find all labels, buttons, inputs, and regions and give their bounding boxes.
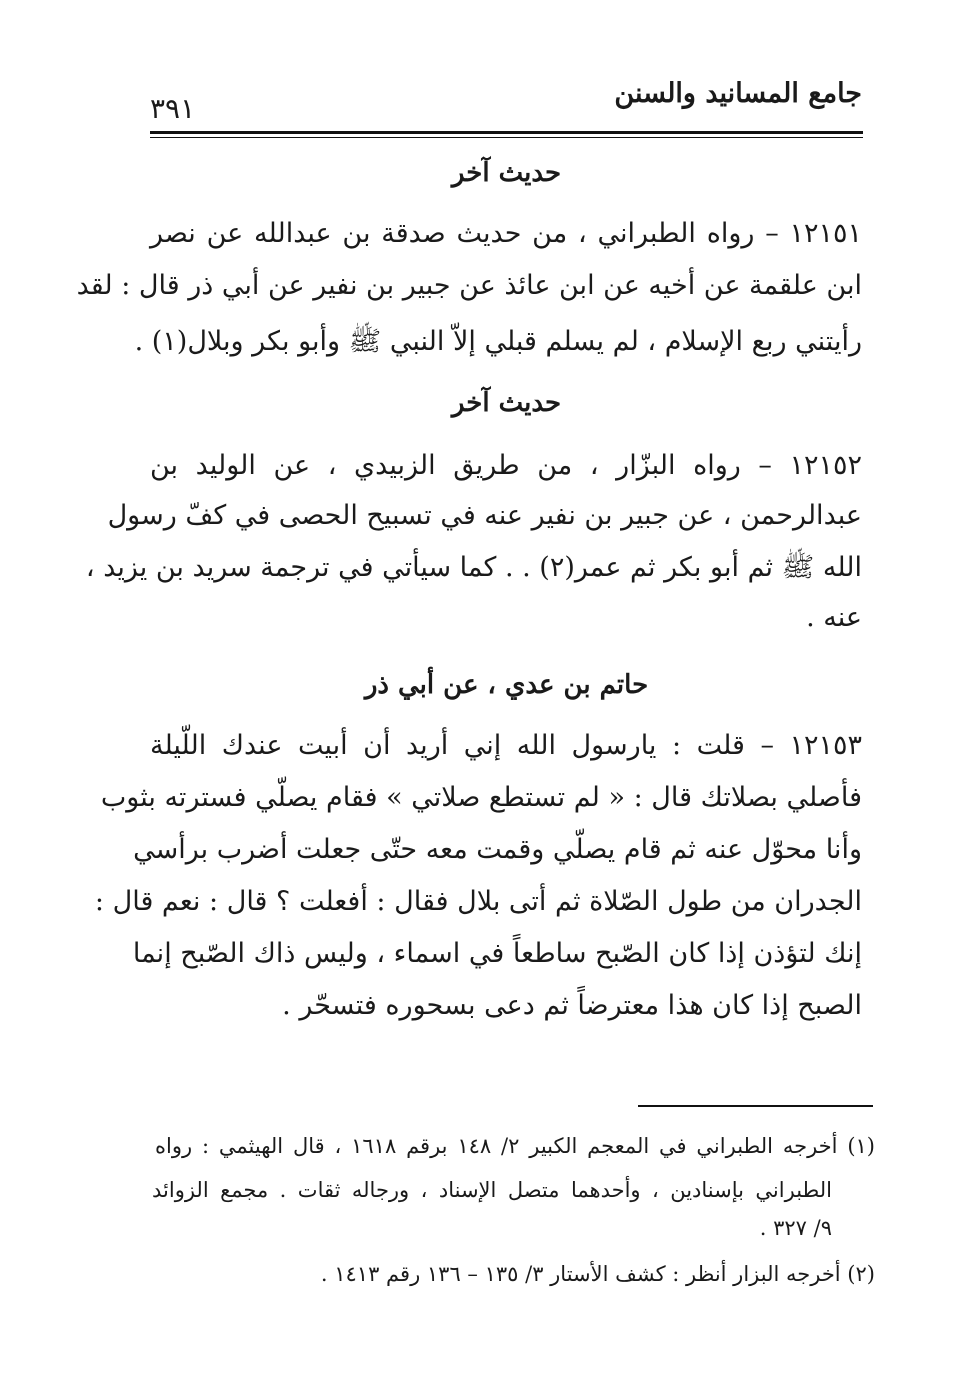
running-header-title: جامع المسانيد والسنن	[614, 78, 862, 109]
hadith-12152-line-4: عنه .	[806, 602, 862, 633]
hadith-12152-line-3: الله ﷺ ثم أبو بكر ثم عمر(٢) . . كما سيأتي في ترجمة سريد بن يزيد ،	[85, 552, 862, 583]
footnote-1-line-3: ٩/ ٣٢٧ .	[759, 1216, 832, 1240]
hadith-12151-line-1: ١٢١٥١ – رواه الطبراني ، من حديث صدقة بن عبدالله عن نصر	[150, 218, 862, 249]
header-rule	[150, 131, 863, 134]
hadith-12153-line-3: وأنا محوّل عنه ثم قام يصلّي وقمت معه حتّى جعلت أضرب برأسي	[133, 834, 862, 865]
footnote-rule	[638, 1105, 873, 1107]
section-heading-1: حديث آخر	[451, 158, 562, 188]
hadith-12151-line-3: رأيتني ربع الإسلام ، لم يسلم قبلي إلاّ النبي ﷺ وأبو بكر وبلال(١) .	[134, 326, 862, 357]
section-heading-3: حاتم بن عدي ، عن أبي ذر	[364, 670, 649, 700]
hadith-12153-line-1: ١٢١٥٣ – قلت : يارسول الله إني أريد أن أبيت عندك اللّيلة	[150, 730, 862, 761]
footnote-1-line-2: الطبراني بإسنادين ، وأحدهما متصل الإسناد ، ورجاله ثقات . مجمع الزوائد	[152, 1178, 832, 1202]
hadith-12153-line-5: إنك لتؤذن إذا كان الصّبح ساطعاً في اسماء ، وليس ذاك الصّبح إنما	[132, 938, 862, 969]
hadith-12153-line-6: الصبح إذا كان هذا معترضاً ثم دعى بسحوره فتسحّر .	[282, 990, 862, 1021]
hadith-12152-line-1: ١٢١٥٢ – رواه البزّار ، من طريق الزبيدي ، عن الوليد بن	[150, 450, 862, 481]
header-rule-thin	[150, 137, 863, 138]
hadith-12153-line-4: الجدران من طول الصّلاة ثم أتى بلال فقال : أفعلت ؟ قال : نعم قال :	[94, 886, 862, 917]
hadith-12151-line-2: ابن علقمة عن أخيه عن ابن عائذ عن جبير بن نفير عن أبي ذر قال : لقد	[76, 270, 862, 301]
hadith-12152-line-2: عبدالرحمن ، عن جبير بن نفير عنه في تسبيح الحصى في كفّ رسول	[107, 500, 862, 531]
footnote-2: (٢) أخرجه البزار أنظر : كشف الأستار ٣/ ١٣٥ – ١٣٦ رقم ١٤١٣ .	[320, 1262, 875, 1286]
hadith-12153-line-2: فأصلي بصلاتك قال : « لم تستطع صلاتي » فقام يصلّي فسترته بثوب	[100, 782, 862, 813]
section-heading-2: حديث آخر	[451, 388, 562, 418]
footnote-1-line-1: (١) أخرجه الطبراني في المعجم الكبير ٢/ ١٤٨ برقم ١٦١٨ ، قال الهيثمي : رواه	[155, 1134, 875, 1158]
page-number: ٣٩١	[150, 92, 196, 125]
